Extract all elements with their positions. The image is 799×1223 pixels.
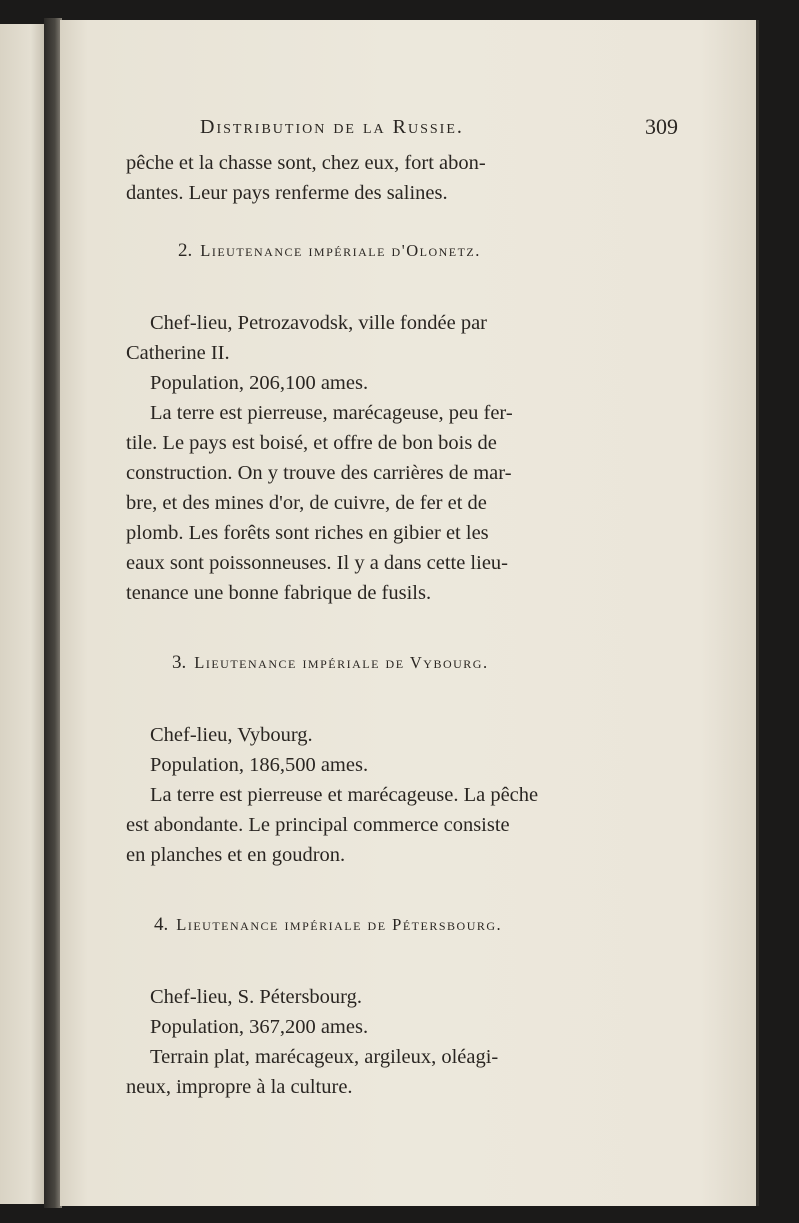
section-title: Lieutenance impériale de Vybourg. bbox=[194, 653, 489, 672]
section-heading bbox=[126, 236, 676, 266]
section-number: 3. bbox=[172, 652, 187, 673]
text-line: Population, 367,200 ames. bbox=[150, 1016, 369, 1038]
running-head-title: Distribution de la Russie. bbox=[200, 116, 464, 138]
text-line: La terre est pierreuse, marécageuse, peu fer- bbox=[150, 402, 513, 424]
facing-page-edge bbox=[0, 24, 45, 1204]
text-line: Population, 186,500 ames. bbox=[150, 754, 369, 776]
page-number: 309 bbox=[645, 114, 678, 139]
running-head bbox=[126, 114, 676, 148]
text-line: Terrain plat, marécageux, argileux, oléagi- bbox=[150, 1046, 499, 1068]
page-content bbox=[126, 114, 676, 1102]
text-line: Population, 206,100 ames. bbox=[150, 372, 369, 394]
section-number: 2. bbox=[178, 240, 193, 261]
text-line: Chef-lieu, S. Pétersbourg. bbox=[150, 986, 362, 1008]
text-line: dantes. Leur pays renferme des salines. bbox=[126, 182, 448, 204]
text-line: eaux sont poissonneuses. Il y a dans cette lieu- bbox=[126, 552, 509, 574]
text-line: en planches et en goudron. bbox=[126, 844, 346, 866]
text-line: Chef-lieu, Petrozavodsk, ville fondée par bbox=[150, 312, 487, 334]
text-line: Catherine II. bbox=[126, 342, 230, 364]
text-line: bre, et des mines d'or, de cuivre, de fer et de bbox=[126, 492, 487, 514]
book-page bbox=[60, 20, 759, 1206]
text-line: est abondante. Le principal commerce consiste bbox=[126, 814, 510, 836]
section-vybourg bbox=[126, 648, 676, 870]
text-line: Chef-lieu, Vybourg. bbox=[150, 724, 313, 746]
text-line: tile. Le pays est boisé, et offre de bon bois de bbox=[126, 432, 497, 454]
text-line: plomb. Les forêts sont riches en gibier et les bbox=[126, 522, 489, 544]
section-petersbourg bbox=[126, 910, 676, 1102]
section-heading bbox=[126, 910, 676, 940]
text-line: pêche et la chasse sont, chez eux, fort abon- bbox=[126, 152, 486, 174]
section-title: Lieutenance impériale d'Olonetz. bbox=[200, 241, 481, 260]
section-number: 4. bbox=[154, 914, 169, 935]
section-title: Lieutenance impériale de Pétersbourg. bbox=[176, 915, 503, 934]
intro-paragraph bbox=[126, 148, 676, 208]
section-olonetz bbox=[126, 236, 676, 608]
section-heading bbox=[126, 648, 676, 678]
text-line: construction. On y trouve des carrières de mar- bbox=[126, 462, 512, 484]
text-line: La terre est pierreuse et marécageuse. La pêche bbox=[150, 784, 539, 806]
text-line: tenance une bonne fabrique de fusils. bbox=[126, 582, 432, 604]
text-line: neux, impropre à la culture. bbox=[126, 1076, 353, 1098]
